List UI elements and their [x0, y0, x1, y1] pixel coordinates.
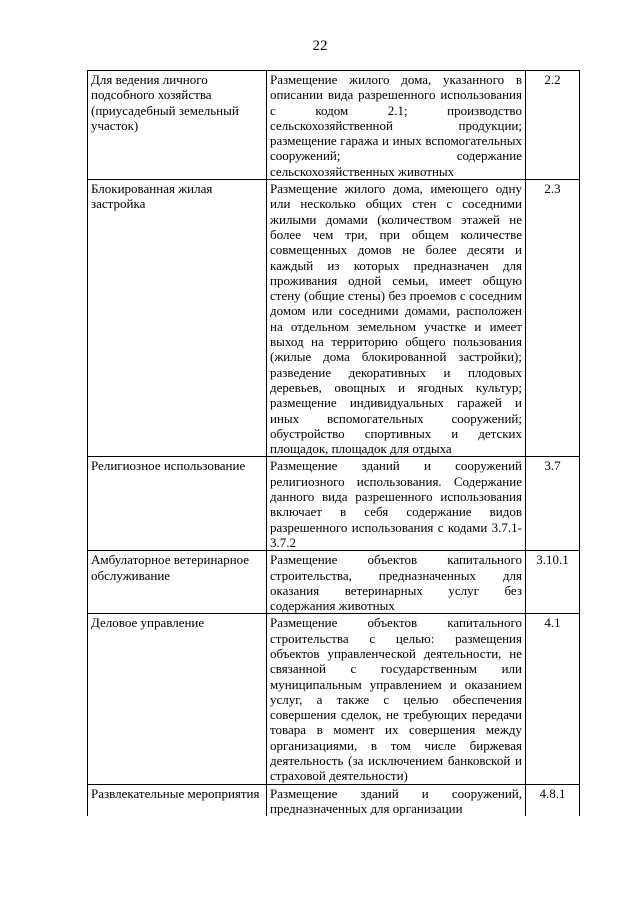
use-code: 3.10.1: [536, 552, 569, 568]
use-code-cell: [526, 551, 580, 614]
table-row: [88, 457, 580, 551]
use-code: 2.3: [544, 181, 561, 197]
use-name: Для ведения личного подсобного хозяйства (приусадебный земельный участок): [91, 72, 239, 133]
use-code-cell: [526, 784, 580, 816]
use-description: Размещение зданий и сооружений, предназначенных для организации: [270, 785, 522, 816]
use-description-cell: [267, 180, 526, 457]
use-name-cell: [88, 71, 267, 180]
use-code-cell: [526, 457, 580, 551]
use-code-cell: [526, 180, 580, 457]
page-number: 22: [312, 38, 328, 54]
table-row: [88, 180, 580, 457]
use-code-cell: [526, 71, 580, 180]
use-code-cell: [526, 614, 580, 784]
use-description: Размещение зданий и сооружений религиозного использования. Содержание данного вида разрешенного использования включает в себя содержание видов разрешенного использования с кодами 3.7.1-3.7.2: [270, 458, 522, 550]
use-code: 4.1: [544, 615, 561, 631]
use-code: 3.7: [544, 458, 561, 474]
table-row: [88, 71, 580, 180]
use-name-cell: [88, 457, 267, 551]
use-description-cell: [267, 614, 526, 784]
use-name-cell: [88, 614, 267, 784]
table-row: [88, 784, 580, 816]
use-name: Развлекательные мероприятия: [91, 785, 260, 801]
table-row: [88, 614, 580, 784]
use-description-cell: [267, 71, 526, 180]
table-row: [88, 551, 580, 614]
use-description-cell: [267, 457, 526, 551]
use-name-cell: [88, 551, 267, 614]
use-name-cell: [88, 180, 267, 457]
use-description: Размещение объектов капитального строительства с целью: размещения объектов управленческой деятельности, не связанной с государственным или муниципальным управлением и оказанием услуг, а также с целью обеспечения совершения сделок, не требующих передачи товара в момент их совершения между организациями, в том числе биржевая деятельность (за исключением банковской и страховой деятельности): [270, 615, 522, 784]
use-description: Размещение объектов капитального строительства, предназначенных для оказания ветеринарных услуг без содержания животных: [270, 552, 522, 614]
use-code: 2.2: [544, 72, 561, 87]
use-description-cell: [267, 784, 526, 816]
use-code: 4.8.1: [539, 785, 566, 801]
use-description-cell: [267, 551, 526, 614]
use-name: Деловое управление: [91, 615, 205, 631]
use-name: Религиозное использование: [91, 458, 246, 474]
use-name-cell: [88, 784, 267, 816]
use-name: Блокированная жилая застройка: [91, 181, 213, 212]
use-description: Размещение жилого дома, указанного в описании вида разрешенного использования с кодом 2.1; производство сельскохозяйственной продукции; размещение гаража и иных вспомогательных сооружений; содержание сельскохозяйственных животных: [270, 72, 522, 179]
use-name: Амбулаторное ветеринарное обслуживание: [91, 552, 250, 583]
use-description: Размещение жилого дома, имеющего одну или несколько общих стен с соседними жилыми домами (количеством этажей не более чем три, при общем количестве совмещенных домов не более десяти и каждый из которых предназначен для проживания одной семьи, имеет общую стену (общие стены) без проемов с соседним домом или соседними домами, расположен на отдельном земельном участке и имеет выход на территорию общего пользования (жилые дома блокированной застройки); разведение декоративных и плодовых деревьев, овощных и ягодных культур; размещение индивидуальных гаражей и иных вспомогательных сооружений; обустройство спортивных и детских площадок, площадок для отдыха: [270, 181, 522, 457]
land-use-table: [87, 70, 580, 816]
